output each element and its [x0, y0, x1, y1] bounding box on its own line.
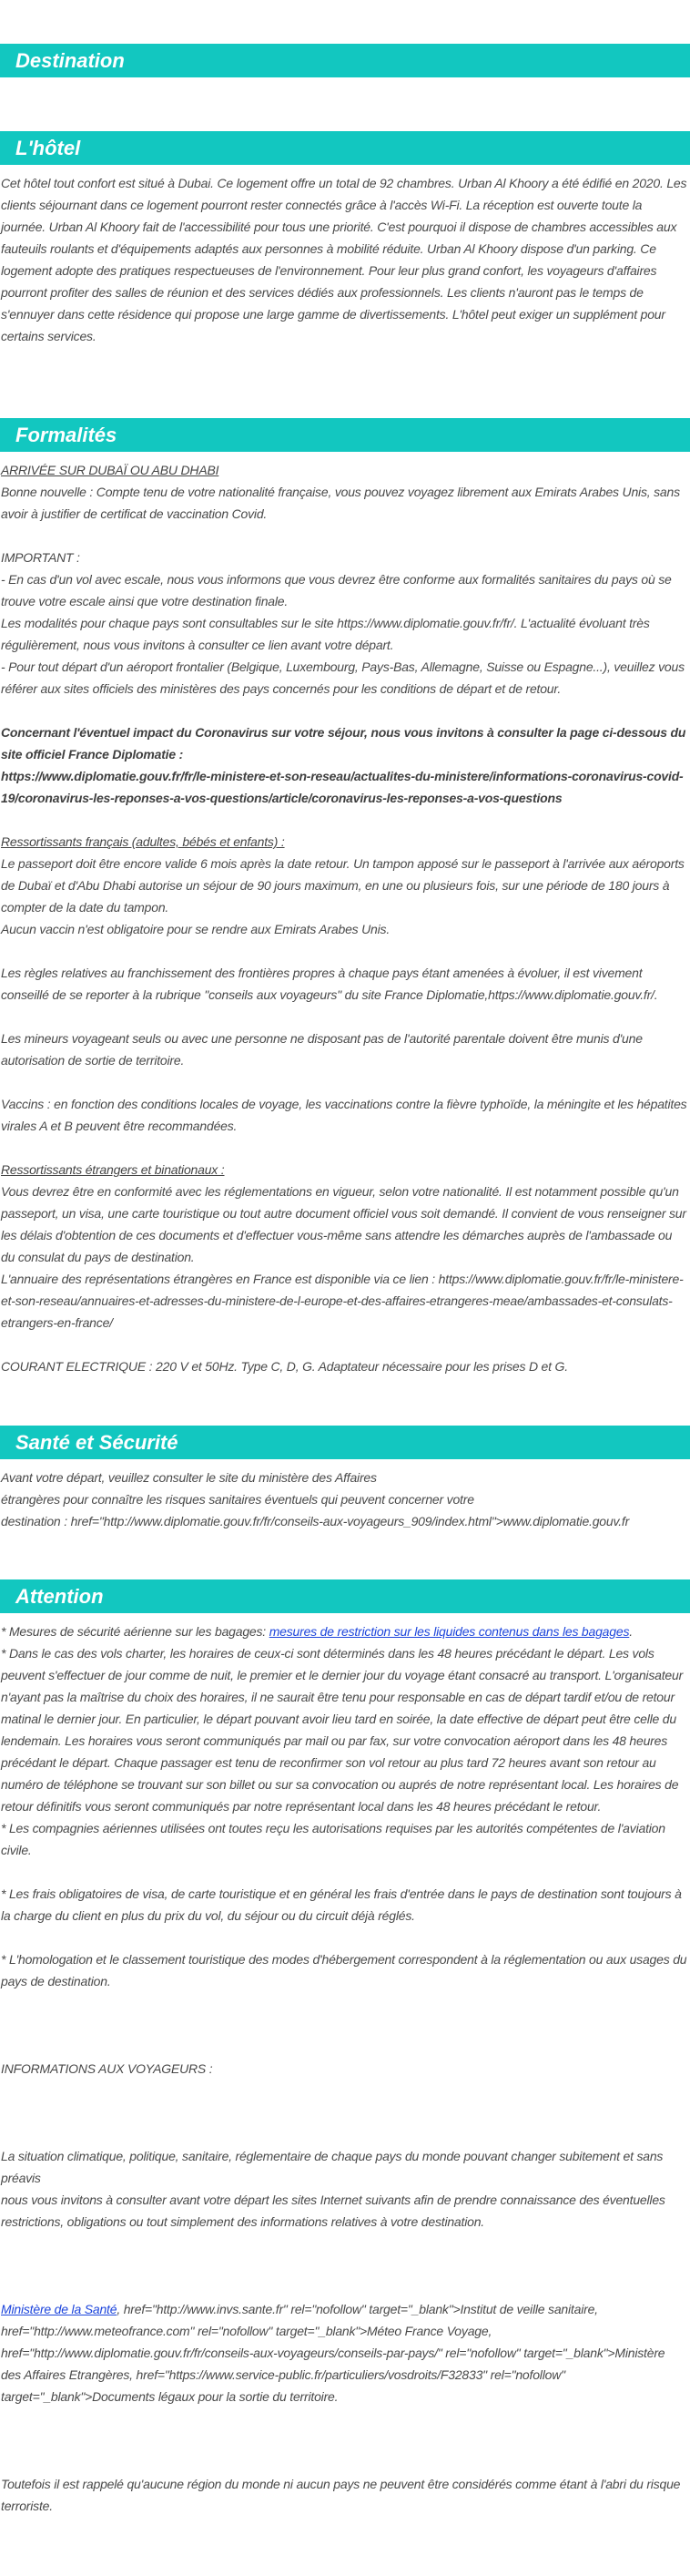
text-run: Cet hôtel tout confort est situé à Dubai. Ce logement offre un total de 92 chambres. Urban Al Khoory a été édifié en 2020. Les clients séjournant dans ce logement pourront rester connectés grâce à l'accès Wi-Fi. La réception est ouverte toute la journée. Urban Al Khoory fait de l'accessibilité pour tous une priorité. C'est pourquoi il dispose de chambres accessibles aux fauteuils roulants et d'équipements adaptés aux personnes à mobilité réduite. Urban Al Khoory dispose d'un parking. Ce logement adopte des pratiques respectueuses de l'environnement. Pour leur plus grand confort, les voyageurs d'affaires pourront profiter des salles de réunion et des services dédiés aux professionnels. Les clients n'auront pas le temps de s'ennuyer dans cette résidence qui propose une large gamme de divertissements. L'hôtel peut exiger un supplément pour certains services.	[1, 176, 687, 343]
text-run: * Mesures de sécurité aérienne sur les bagages:	[1, 1624, 269, 1639]
section-hotel	[0, 131, 690, 347]
section-title: Santé et Sécurité	[15, 1430, 178, 1454]
paragraph	[1, 656, 688, 700]
text-run: , href="http://www.invs.sante.fr" rel="nofollow" target="_blank">Institut de veille sanitaire, href="http://www.meteofrance.com" rel="nofollow" target="_blank">Méteo France Voyage, href="http://www.diplomatie.gouv.fr/fr/conseils-aux-voyageurs/conseils-par-pays/" rel="nofollow" target="_blank">Ministère des Affaires Etrangères, href="https://www.service-public.fr/particuliers/vosdroits/F32833" rel="nofollow" target="_blank">Documents légaux pour la sortie du territoire.	[1, 2302, 665, 2404]
inline-link[interactable]: Ministère de la Santé	[1, 2302, 117, 2316]
section-header-formalites	[0, 418, 690, 452]
section-title: Destination	[15, 48, 125, 72]
text-run: Toutefois il est rappelé qu'aucune région du monde ni aucun pays ne peuvent être considérés comme étant à l'abri du risque terroriste.	[1, 2477, 681, 2513]
text-run: Aucun vaccin n'est obligatoire pour se rendre aux Emirats Arabes Unis.	[1, 922, 391, 936]
paragraph	[1, 831, 688, 853]
section-title: Formalités	[15, 423, 117, 446]
paragraph	[1, 172, 688, 347]
text-run: * Les compagnies aériennes utilisées ont toutes reçu les autorisations requises par les autorités compétentes de l'aviation civile.	[1, 1821, 665, 1857]
section-header-attention	[0, 1579, 690, 1613]
paragraph	[1, 481, 688, 525]
section-content	[0, 1459, 690, 1532]
paragraph	[1, 1159, 688, 1181]
paragraph	[1, 853, 688, 918]
text-run: La situation climatique, politique, sanitaire, réglementaire de chaque pays du monde pouvant changer subitement et sans préavis	[1, 2149, 664, 2185]
text-run: * Dans le cas des vols charter, les horaires de ceux-ci sont déterminés dans les 48 heures précédant le départ. Les vols peuvent s'effectuer de jour comme de nuit, le premier et le dernier jour du voyage étant consacré au transport. L'organisateur n'ayant pas la maîtrise du choix des horaires, il ne saurait être tenu pour responsable en cas de départ tardif et/ou de retour matinal le dernier jour. En particulier, le départ pouvant avoir lieu tard en soirée, la date effective de départ peut être celle du lendemain. Les horaires vous seront communiqués par mail ou par fax, sur votre convocation aéroport dans les 48 heures précédant le départ. Chaque passager est tenu de reconfirmer son vol retour au plus tard 72 heures avant son retour au numéro de téléphone se trouvant sur son billet ou sur sa convocation ou auprés de notre représentant local. Les horaires de retour définitifs vous seront communiqués par notre représentant local dans les 48 heures précédant le retour.	[1, 1646, 684, 1814]
paragraph	[1, 1817, 688, 1861]
text-run: Concernant l'éventuel impact du Coronavirus sur votre séjour, nous vous invitons à consulter la page ci-dessous du site officiel France Diplomatie :	[1, 725, 686, 762]
section-header-sante-securite	[0, 1426, 690, 1459]
text-run: nous vous invitons à consulter avant votre départ les sites Internet suivants afin de prendre connaissance des éventuelles restrictions, obligations ou tout simplement des informations relatives à votre destination.	[1, 2193, 665, 2229]
section-content	[0, 165, 690, 347]
paragraph	[1, 1467, 688, 1532]
paragraph	[1, 1948, 688, 1992]
paragraph	[1, 2298, 688, 2407]
paragraph	[1, 1093, 688, 1137]
section-header-destination	[0, 44, 690, 77]
paragraph	[1, 1268, 688, 1334]
text-run: - En cas d'un vol avec escale, nous vous informons que vous devrez être conforme aux formalités sanitaires du pays où se trouve votre escale ainsi que votre destination finale.	[1, 572, 672, 608]
text-run: IMPORTANT :	[1, 550, 80, 565]
paragraph	[1, 1355, 688, 1377]
section-header-hotel	[0, 131, 690, 165]
paragraph	[1, 1642, 688, 1817]
text-run: Les règles relatives au franchissement des frontières propres à chaque pays étant amenées à évoluer, il est vivement conseillé de se reporter à la rubrique "conseils aux voyageurs" du site France Diplomatie,https://www.diplomatie.gouv.fr/.	[1, 966, 658, 1002]
text-run: Les mineurs voyageant seuls ou avec une personne ne disposant pas de l'autorité parentale doivent être munis d'une autorisation de sortie de territoire.	[1, 1031, 643, 1068]
section-destination	[0, 44, 690, 85]
text-run: Le passeport doit être encore valide 6 mois après la date retour. Un tampon apposé sur le passeport à l'arrivée aux aéroports de Dubaï et d'Abu Dhabi autorise un séjour de 90 jours maximum, en une ou plusieurs fois, sur une période de 180 jours à compter de la date du tampon.	[1, 856, 685, 915]
text-run: https://www.diplomatie.gouv.fr/fr/le-ministere-et-son-reseau/actualites-du-ministere/informations-coronavirus-covid-19/coronavirus-les-reponses-a-vos-questions/article/coronavirus-les-reponses-a-vos-questions	[1, 769, 684, 805]
text-run: Vaccins : en fonction des conditions locales de voyage, les vaccinations contre la fièvre typhoïde, la méningite et les hépatites virales A et B peuvent être recommandées.	[1, 1097, 687, 1133]
text-run: .	[629, 1624, 633, 1639]
section-attention	[0, 1579, 690, 2517]
paragraph	[1, 1181, 688, 1268]
paragraph	[1, 2145, 688, 2233]
subheading: Ressortissants étrangers et binationaux :	[1, 1162, 225, 1177]
paragraph	[1, 721, 688, 765]
section-content	[0, 1613, 690, 2517]
subheading: Ressortissants français (adultes, bébés et enfants) :	[1, 834, 285, 849]
paragraph	[1, 962, 688, 1006]
paragraph	[1, 918, 688, 940]
inline-link[interactable]: mesures de restriction sur les liquides contenus dans les bagages	[269, 1624, 630, 1639]
section-sante-securite	[0, 1426, 690, 1532]
section-content	[0, 452, 690, 1377]
subheading: ARRIVÉE SUR DUBAÏ OU ABU DHABI	[1, 463, 219, 477]
section-content	[0, 77, 690, 85]
text-run: étrangères pour connaître les risques sanitaires éventuels qui peuvent concerner votre	[1, 1492, 474, 1507]
text-run: Avant votre départ, veuillez consulter le site du ministère des Affaires	[1, 1470, 377, 1485]
section-formalites	[0, 418, 690, 1377]
paragraph	[1, 547, 688, 568]
paragraph	[1, 459, 688, 481]
section-title: Attention	[15, 1584, 104, 1608]
text-run: Vous devrez être en conformité avec les réglementations en vigueur, selon votre nationalité. Il est notamment possible qu'un passeport, un visa, une carte touristique ou tout autre document officiel vous soit demandé. Il convient de vous renseigner sur les délais d'obtention de ces documents et d'effectuer vous-même sans attendre les démarches auprès de l'ambassade ou du consulat du pays de destination.	[1, 1184, 686, 1264]
text-run: - Pour tout départ d'un aéroport frontalier (Belgique, Luxembourg, Pays-Bas, Allemagne, Suisse ou Espagne...), veuillez vous référer aux sites officiels des ministères des pays concernés pour les conditions de départ et de retour.	[1, 659, 685, 696]
text-run: L'annuaire des représentations étrangères en France est disponible via ce lien : https://www.diplomatie.gouv.fr/fr/le-ministere-et-son-reseau/annuaires-et-adresses-du-ministere-de-l-europe-et-des-affaires-etrangeres-meae/ambassades-et-consulats-etrangers-en-france/	[1, 1272, 684, 1330]
text-run: Bonne nouvelle : Compte tenu de votre nationalité française, vous pouvez voyagez librement aux Emirats Arabes Unis, sans avoir à justifier de certificat de vaccination Covid.	[1, 485, 680, 521]
paragraph	[1, 612, 688, 656]
text-run: * Les frais obligatoires de visa, de carte touristique et en général les frais d'entrée dans le pays de destination sont toujours à la charge du client en plus du prix du vol, du séjour ou du circuit déjà réglés.	[1, 1886, 682, 1923]
text-run: INFORMATIONS AUX VOYAGEURS :	[1, 2061, 213, 2076]
text-run: Les modalités pour chaque pays sont consultables sur le site https://www.diplomatie.gouv.fr/fr/. L'actualité évoluant très régulièrement, nous vous invitons à consulter ce lien avant votre départ.	[1, 616, 650, 652]
paragraph	[1, 568, 688, 612]
paragraph	[1, 765, 688, 809]
text-run: COURANT ELECTRIQUE : 220 V et 50Hz. Type C, D, G. Adaptateur nécessaire pour les prises D et G.	[1, 1359, 568, 1374]
paragraph	[1, 1620, 688, 1642]
paragraph	[1, 2473, 688, 2517]
paragraph	[1, 1883, 688, 1927]
text-run: * L'homologation et le classement touristique des modes d'hébergement correspondent à la réglementation ou aux usages du pays de destination.	[1, 1952, 687, 1988]
text-run: destination : href="http://www.diplomatie.gouv.fr/fr/conseils-aux-voyageurs_909/index.html">www.diplomatie.gouv.fr	[1, 1514, 630, 1528]
paragraph	[1, 2058, 688, 2080]
paragraph	[1, 1027, 688, 1071]
section-title: L'hôtel	[15, 136, 81, 159]
